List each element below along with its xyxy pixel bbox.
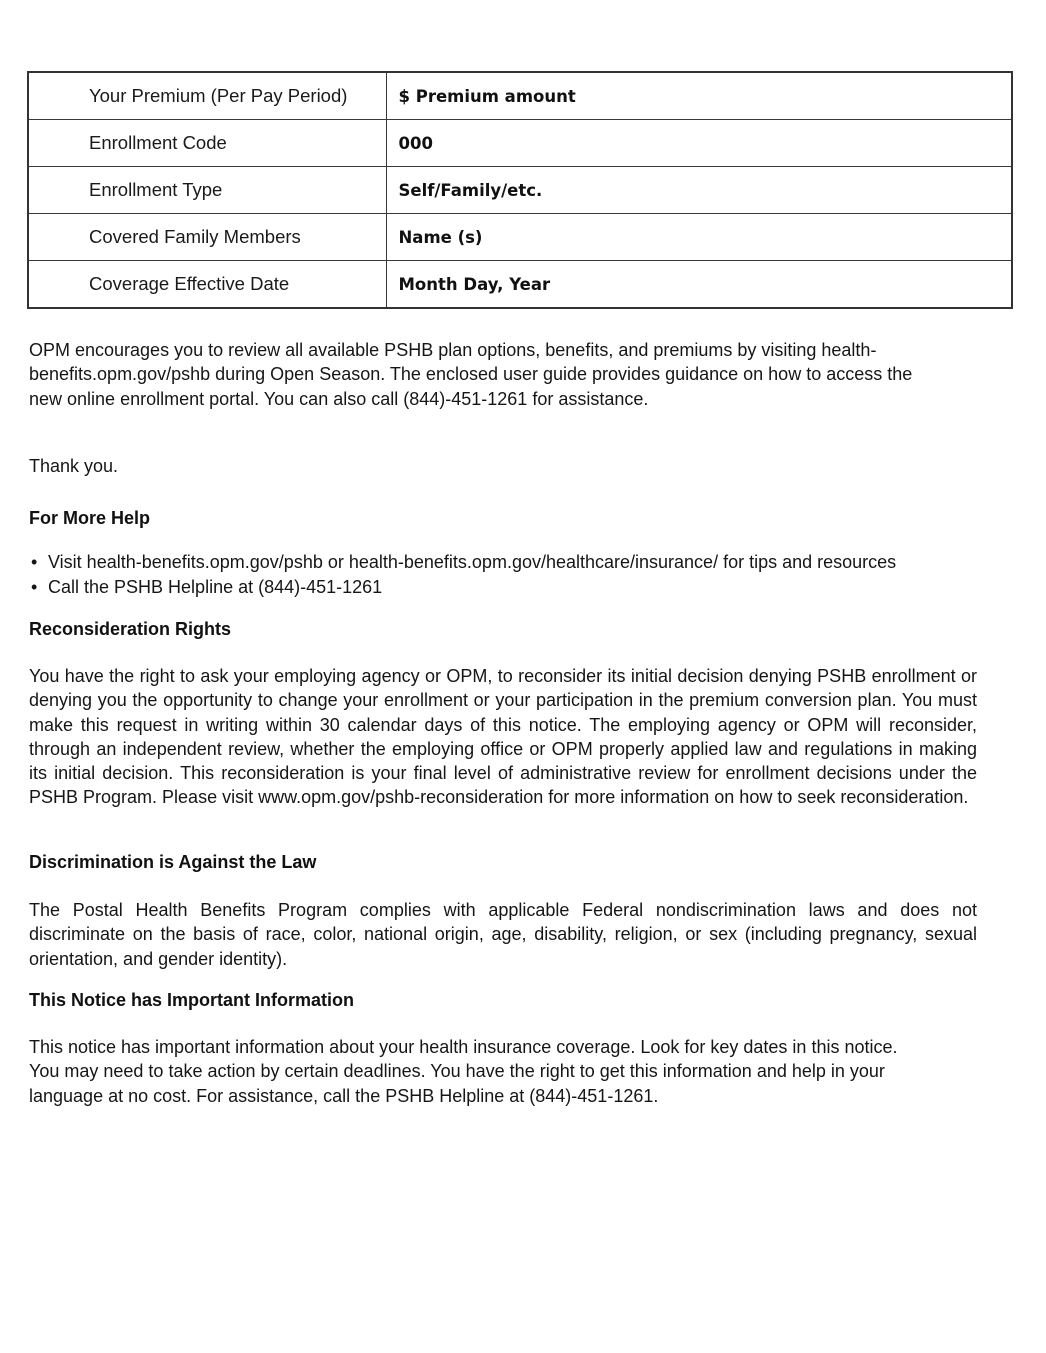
closing-text: Thank you. bbox=[29, 456, 119, 476]
important-info-heading: This Notice has Important Information bbox=[29, 990, 355, 1010]
row-label: Your Premium (Per Pay Period) bbox=[28, 72, 386, 120]
important-info-line: This notice has important information about your health insurance coverage. Look for key dates in this notice. bbox=[29, 1037, 898, 1057]
important-info-line: language at no cost. For assistance, call the PSHB Helpline at (844)-451-1261. bbox=[29, 1085, 659, 1106]
list-item bbox=[29, 575, 896, 600]
table-row-enrollment-type bbox=[28, 167, 1012, 214]
help-item-text: Call the PSHB Helpline at (844)-451-1261 bbox=[48, 576, 383, 597]
row-label: Enrollment Type bbox=[28, 167, 386, 214]
row-value: Name (s) bbox=[386, 214, 1012, 261]
row-value: $ Premium amount bbox=[386, 72, 1012, 120]
bullet-icon: • bbox=[31, 576, 38, 597]
more-help-heading: For More Help bbox=[29, 508, 151, 528]
intro-line: benefits.opm.gov/pshb during Open Season. The enclosed user guide provides guidance on how to access the bbox=[29, 364, 913, 385]
row-label: Coverage Effective Date bbox=[28, 261, 386, 309]
row-value: 000 bbox=[386, 120, 1012, 167]
intro-paragraph bbox=[29, 338, 912, 411]
row-label: Enrollment Code bbox=[28, 120, 386, 167]
intro-line: new online enrollment portal. You can also call (844)-451-1261 for assistance. bbox=[29, 388, 649, 409]
more-help-list bbox=[29, 550, 896, 599]
help-item-text: Visit health-benefits.opm.gov/pshb or health-benefits.opm.gov/healthcare/insurance/ for tips and resources bbox=[48, 552, 897, 572]
enrollment-summary-table bbox=[27, 71, 1013, 309]
discrimination-heading: Discrimination is Against the Law bbox=[29, 852, 317, 872]
list-item bbox=[29, 550, 896, 575]
reconsideration-heading: Reconsideration Rights bbox=[29, 619, 232, 639]
bullet-icon: • bbox=[31, 552, 38, 572]
row-label: Covered Family Members bbox=[28, 214, 386, 261]
row-value: Month Day, Year bbox=[386, 261, 1012, 309]
row-value: Self/Family/etc. bbox=[386, 167, 1012, 214]
intro-line: OPM encourages you to review all available PSHB plan options, benefits, and premiums by visiting health- bbox=[29, 340, 877, 360]
reconsideration-paragraph: You have the right to ask your employing agency or OPM, to reconsider its initial decision denying PSHB enrollment or denying you the opportunity to change your enrollment or your participation in the premium conversion plan. You must make this request in writing within 30 calendar days of this notice. The employing agency or OPM will reconsider, through an independent review, whether the employing office or OPM properly applied law and regulations in making its initial decision. This reconsideration is your final level of administrative review for enrollment decisions under the PSHB Program. Please visit www.opm.gov/pshb-reconsideration for more information on how to seek reconsideration. bbox=[29, 666, 977, 808]
table-row-enrollment-code bbox=[28, 120, 1012, 167]
discrimination-paragraph: The Postal Health Benefits Program complies with applicable Federal nondiscrimination laws and does not discriminate on the basis of race, color, national origin, age, disability, religion, or sex (including pregnancy, sexual orientation, and gender identity). bbox=[29, 900, 977, 969]
important-info-line: You may need to take action by certain deadlines. You have the right to get this information and help in your bbox=[29, 1061, 885, 1082]
important-info-paragraph bbox=[29, 1035, 897, 1108]
table-row-effective-date bbox=[28, 261, 1012, 309]
table-row-premium bbox=[28, 72, 1012, 120]
table-row-covered-members bbox=[28, 214, 1012, 261]
